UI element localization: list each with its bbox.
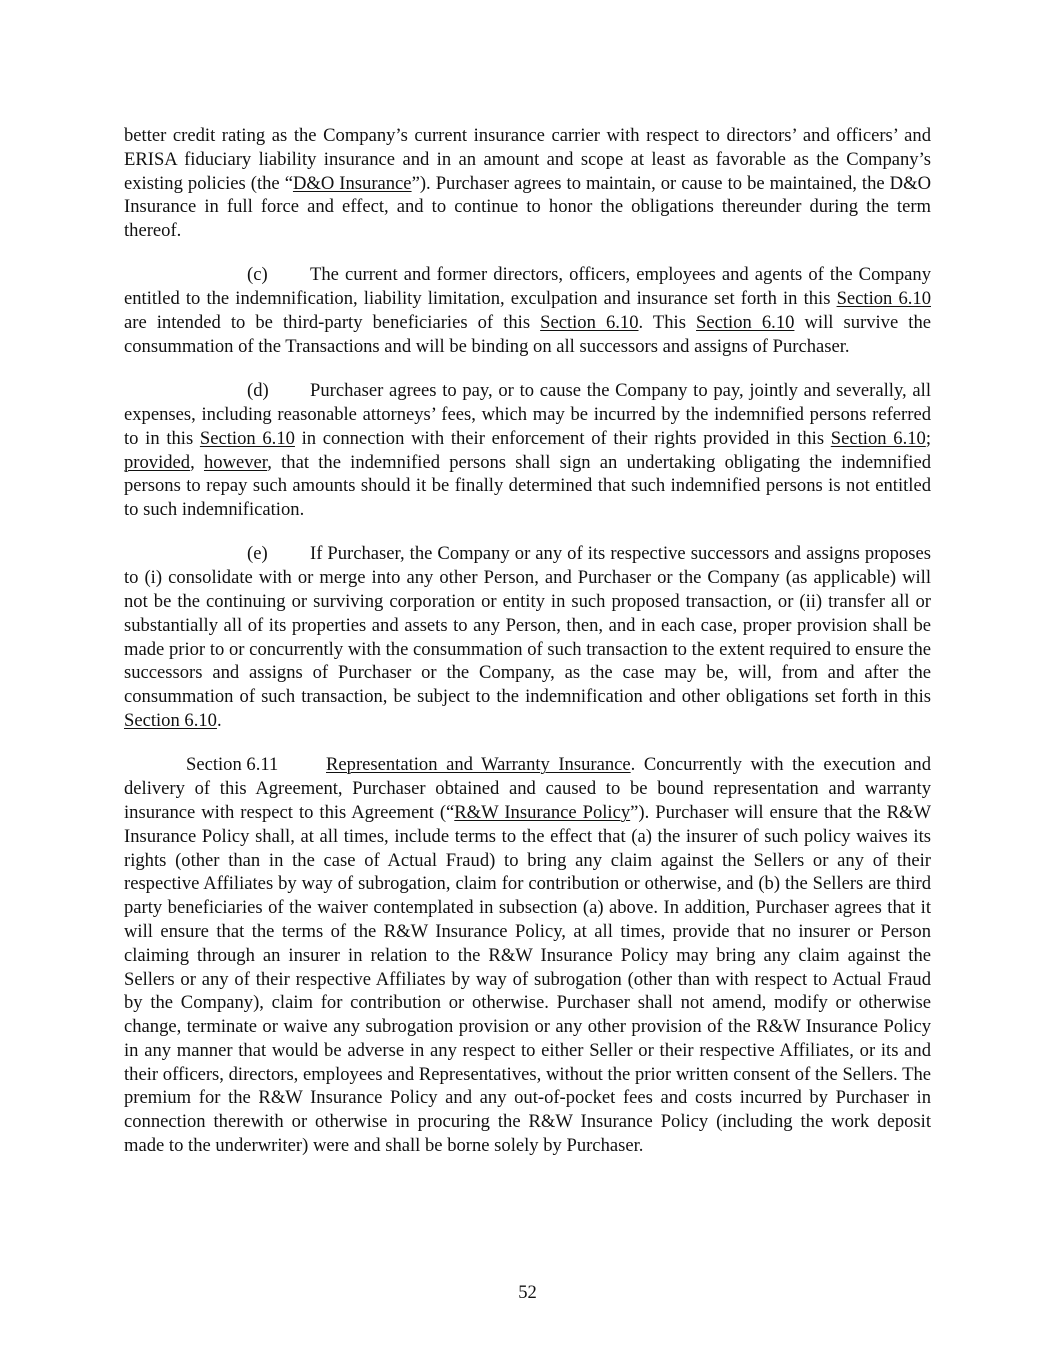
section-reference: Section 6.10 [836, 288, 931, 310]
subsection-label: (d) [247, 380, 269, 402]
section-reference: Section 6.10 [696, 312, 795, 334]
paragraph-6-10-d: (d) Purchaser agrees to pay, or to cause the Company to pay, jointly and severally, all expenses, including reasonable attorneys’ fees, which may be incurred by the indemnified persons referred to in this Section 6.10 in connection with their enforcement of their rights provided in this Section 6.10; provided, however, that the indemnified persons shall sign an undertaking obligating the indemnified persons to repay such amounts should it be finally determined that such indemnified persons is not entitled to such indemnification. [124, 380, 932, 521]
section-reference: Section 6.10 [830, 427, 926, 449]
defined-term-do-insurance: D&O Insurance [292, 172, 412, 194]
term-however: however [203, 451, 268, 473]
section-reference: Section 6.10 [124, 710, 217, 732]
subsection-label: (c) [247, 264, 268, 286]
paragraph-6-10-c: (c) The current and former directors, officers, employees and agents of the Company entitled to the indemnification, liability limitation, exculpation and insurance set forth in this Section 6.10 are intended to be third-party beneficiaries of this Section 6.10. This Section 6.10 will survive the consummation of the Transactions and will be binding on all successors and assigns of Purchaser. [124, 264, 932, 357]
section-reference: Section 6.10 [199, 427, 295, 449]
term-provided: provided [124, 451, 191, 473]
defined-term-rw-insurance-policy: R&W Insurance Policy [454, 801, 631, 823]
document-page [124, 124, 931, 1178]
paragraph-6-10-b-continued: better credit rating as the Company’s current insurance carrier with respect to directors’ and officers’ and ERISA fiduciary liability insurance and in an amount and scope at least as favorable as the Company’s existing policies (the “D&O Insurance”). Purchaser agrees to maintain, or cause to be maintained, the D&O Insurance in full force and effect, and to continue to honor the obligations thereunder during the term thereof. [124, 125, 931, 242]
subsection-label: (e) [247, 543, 268, 565]
section-number: Section 6.11 [186, 754, 279, 776]
section-6-11: Section 6.11 Representation and Warranty Insurance. Concurrently with the execution and delivery of this Agreement, Purchaser obtained and caused to be bound representation and warranty insurance with respect to this Agreement (“R&W Insurance Policy”). Purchaser will ensure that the R&W Insurance Policy shall, at all times, include terms to the effect that (a) the insurer of such policy waives its rights (other than in the case of Actual Fraud) to bring any claim against the Sellers or any of their respective Affiliates by way of subrogation, claim for contribution or otherwise, and (b) the Sellers are third party beneficiaries of the waiver contemplated in subsection (a) above. In addition, Purchaser agrees that it will ensure that the terms of the R&W Insurance Policy, at all times, provide that no insurer or Person claiming through an insurer in relation to the R&W Insurance Policy may bring any claim against the Sellers or any of their respective Affiliates by way of subrogation (other than with respect to Actual Fraud by the Company), claim for contribution or otherwise. Purchaser shall not amend, modify or otherwise change, terminate or waive any subrogation provision or any other provision of the R&W Insurance Policy in any manner that would be adverse in any respect to either Seller or their respective Affiliates, or its and their officers, directors, employees and Representatives, without the prior written consent of the Sellers. The premium for the R&W Insurance Policy and any out-of-pocket fees and costs incurred by Purchaser in connection therewith or otherwise in procuring the R&W Insurance Policy (including the work deposit made to the underwriter) were and shall be borne solely by Purchaser. [124, 754, 932, 1157]
section-reference: Section 6.10 [540, 312, 639, 334]
paragraph-6-10-e: (e) If Purchaser, the Company or any of its respective successors and assigns proposes to (i) consolidate with or merge into any other Person, and Purchaser or the Company (as applicable) will not be the continuing or surviving corporation or entity in such proposed transaction, or (ii) transfer all or substantially all of its properties and assets to any Person, then, and in each case, proper provision shall be made prior to or concurrently with the consummation of such transaction to the extent required to ensure the successors and assigns of Purchaser or the Company, as the case may be, will, from and after the consummation of such transaction, be subject to the indemnification and other obligations set forth in this Section 6.10. [124, 543, 931, 732]
section-heading: Representation and Warranty Insurance [326, 754, 631, 776]
page-number: 52 [518, 1282, 537, 1303]
